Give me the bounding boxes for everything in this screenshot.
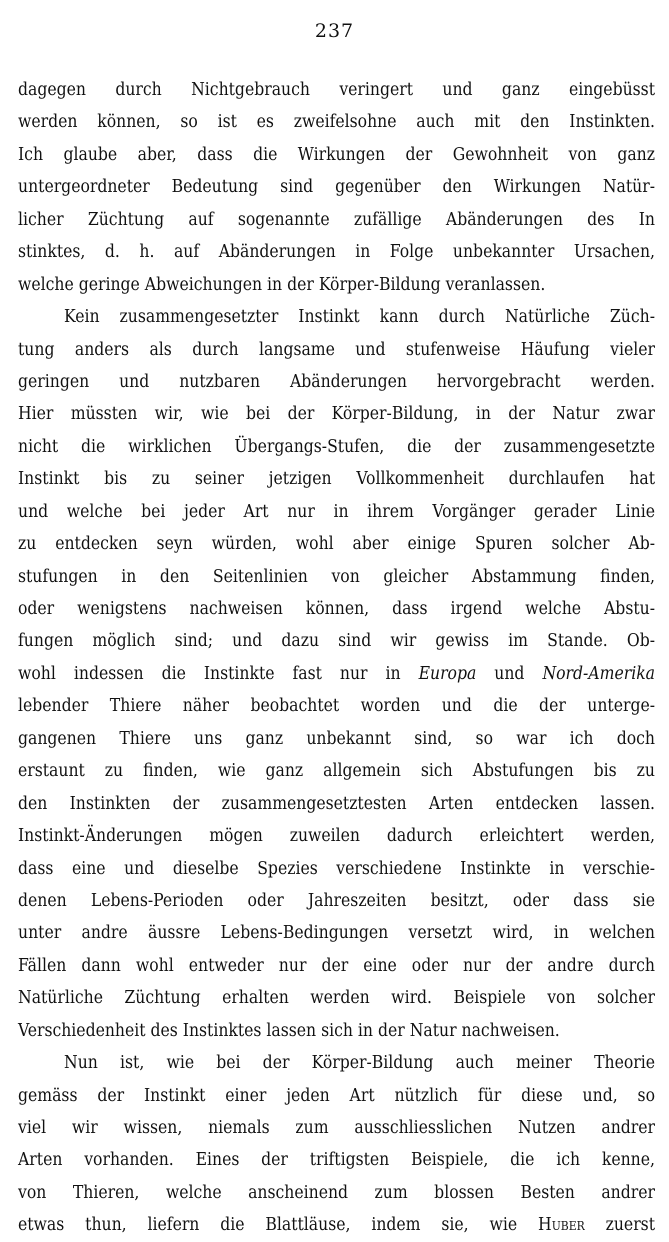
text-line: geringen und nutzbaren Abänderungen hervorgebracht werden.	[18, 371, 655, 392]
body-text	[18, 74, 655, 1242]
text-line: Kein zusammengesetzter Instinkt kann durch Natürliche Züch-	[64, 307, 655, 328]
text-line: nicht die wirklichen Übergangs-Stufen, die der zusammengesetzte	[18, 436, 655, 457]
text-line: unter andre äussre Lebens-Bedingungen versetzt wird, in welchen	[18, 923, 655, 944]
text-line: tung anders als durch langsame und stufenweise Häufung vieler	[18, 339, 655, 360]
text-line: Ich glaube aber, dass die Wirkungen der Gewohnheit von ganz	[18, 144, 655, 165]
page-number: 237	[314, 20, 355, 42]
text-line: gemäss der Instinkt einer jeden Art nützlich für diese und, so	[18, 1085, 655, 1106]
text-line: oder wenigstens nachweisen können, dass irgend welche Abstu-	[18, 599, 655, 619]
text-line: dass eine und dieselbe Spezies verschiedene Instinkte in verschie-	[18, 858, 655, 879]
text-line: etwas thun, liefern die Blattläuse, indem sie, wie Huber zuerst	[18, 1215, 655, 1236]
text-line: Fällen dann wohl entweder nur der eine oder nur der andre durch	[18, 955, 655, 976]
text-line: stinktes, d. h. auf Abänderungen in Folge unbekannter Ursachen,	[18, 242, 655, 263]
text-line: werden können, so ist es zweifelsohne auch mit den Instinkten.	[18, 112, 655, 133]
text-line: Instinkt bis zu seiner jetzigen Vollkommenheit durchlaufen hat	[18, 469, 655, 490]
text-line: dagegen durch Nichtgebrauch veringert und ganz eingebüsst	[18, 80, 655, 100]
text-line: von Thieren, welche anscheinend zum blossen Besten andrer	[18, 1182, 655, 1203]
text-line: wohl indessen die Instinkte fast nur in Europa und Nord-Amerika	[18, 663, 655, 684]
text-line: Instinkt-Änderungen mögen zuweilen dadurch erleichtert werden,	[18, 826, 655, 847]
text-line: fungen möglich sind; und dazu sind wir gewiss im Stande. Ob-	[18, 631, 655, 652]
text-line: Verschiedenheit des Instinktes lassen sich in der Natur nachweisen.	[18, 1020, 560, 1041]
text-line: untergeordneter Bedeutung sind gegenüber den Wirkungen Natür-	[18, 177, 655, 198]
text-line: Hier müssten wir, wie bei der Körper-Bildung, in der Natur zwar	[18, 404, 655, 425]
text-line: welche geringe Abweichungen in der Körper-Bildung veranlassen.	[18, 274, 546, 295]
text-line: Natürliche Züchtung erhalten werden wird. Beispiele von solcher	[18, 988, 655, 1009]
text-line: Nun ist, wie bei der Körper-Bildung auch meiner Theorie	[64, 1053, 655, 1074]
text-line: gangenen Thiere uns ganz unbekannt sind, so war ich doch	[18, 728, 655, 749]
text-line: lebender Thiere näher beobachtet worden und die der unterge-	[18, 696, 655, 717]
text-line: erstaunt zu finden, wie ganz allgemein sich Abstufungen bis zu	[18, 761, 655, 782]
text-line: viel wir wissen, niemals zum ausschliesslichen Nutzen andrer	[18, 1118, 655, 1138]
text-line: und welche bei jeder Art nur in ihrem Vorgänger gerader Linie	[18, 501, 655, 522]
text-line: stufungen in den Seitenlinien von gleicher Abstammung finden,	[18, 566, 655, 587]
text-line: denen Lebens-Perioden oder Jahreszeiten besitzt, oder dass sie	[18, 890, 655, 911]
text-line: licher Züchtung auf sogenannte zufällige Abänderungen des In	[18, 209, 655, 230]
text-line: zu entdecken seyn würden, wohl aber einige Spuren solcher Ab-	[18, 534, 655, 555]
text-line: den Instinkten der zusammengesetztesten Arten entdecken lassen.	[18, 793, 655, 814]
text-line: Arten vorhanden. Eines der triftigsten Beispiele, die ich kenne,	[18, 1150, 655, 1171]
